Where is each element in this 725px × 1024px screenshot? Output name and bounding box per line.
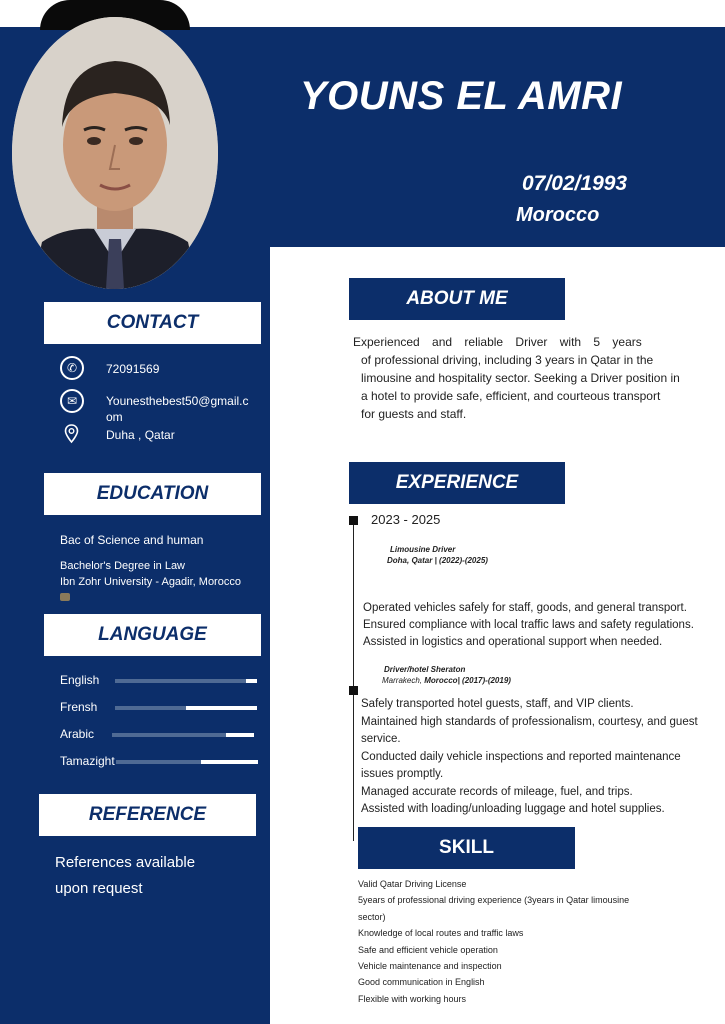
job2-duty-7: Assisted with loading/unloading luggage and hotel supplies. bbox=[361, 803, 665, 815]
language-label: Frensh bbox=[60, 700, 98, 714]
language-level-track bbox=[115, 679, 257, 683]
job2-duties bbox=[361, 696, 698, 819]
job1-title: Limousine Driver bbox=[390, 545, 456, 554]
about-heading: ABOUT ME bbox=[349, 278, 565, 320]
language-label: Arabic bbox=[60, 727, 95, 741]
portrait-illustration bbox=[12, 17, 218, 289]
education-line2: Bachelor's Degree in Law bbox=[60, 560, 186, 572]
job2-duty-2: Maintained high standards of professionalism, courtesy, and guest bbox=[361, 715, 698, 728]
about-line3: limousine and hospitality sector. Seeking a Driver position in bbox=[361, 371, 680, 385]
timeline-line bbox=[353, 521, 354, 841]
contact-email-line2: om bbox=[106, 410, 123, 424]
job2-duty-4: Conducted daily vehicle inspections and reported maintenance bbox=[361, 750, 681, 763]
profile-photo bbox=[12, 17, 218, 289]
date-of-birth: 07/02/1993 bbox=[522, 172, 628, 195]
about-line4: a hotel to provide safe, efficient, and courteous transport bbox=[361, 389, 661, 403]
job2-title: Driver/hotel Sheraton bbox=[384, 665, 466, 674]
skill-item: Knowledge of local routes and traffic laws bbox=[358, 928, 524, 939]
skill-item: Safe and efficient vehicle operation bbox=[358, 944, 498, 955]
country: Morocco bbox=[516, 204, 600, 226]
reference-line2: upon request bbox=[55, 880, 143, 897]
language-label: Tamazight bbox=[60, 754, 115, 768]
job2-duty-1: Safely transported hotel guests, staff, and VIP clients. bbox=[361, 698, 634, 710]
location-icon bbox=[64, 424, 79, 444]
job1-duty-1: Operated vehicles safely for staff, goods, and general transport. bbox=[363, 602, 687, 614]
language-level-fill bbox=[226, 733, 254, 737]
skill-item: Valid Qatar Driving License bbox=[358, 879, 467, 889]
graduation-cap-icon bbox=[60, 593, 70, 601]
phone-icon: ✆ bbox=[60, 356, 84, 380]
contact-location: Duha , Qatar bbox=[106, 428, 175, 442]
contact-phone: 72091569 bbox=[106, 362, 160, 376]
education-line1: Bac of Science and human bbox=[60, 533, 204, 547]
person-name: YOUNS EL AMRI bbox=[300, 74, 623, 118]
experience-heading: EXPERIENCE bbox=[349, 462, 565, 504]
about-text bbox=[353, 333, 703, 423]
language-level-fill bbox=[246, 679, 257, 683]
job1-place: Doha, Qatar | (2022)-(2025) bbox=[387, 556, 488, 565]
reference-text bbox=[55, 850, 195, 902]
timeline-bullet-2 bbox=[349, 686, 358, 695]
reference-heading: REFERENCE bbox=[39, 794, 256, 836]
reference-line1: References available bbox=[55, 854, 196, 871]
job2-place bbox=[382, 676, 511, 685]
about-line1: Experienced and reliable Driver with 5 years bbox=[353, 335, 642, 349]
language-label: English bbox=[60, 673, 100, 687]
job2-place-city: Marrakech, bbox=[382, 676, 425, 685]
language-heading: LANGUAGE bbox=[44, 614, 261, 656]
job2-place-country: Morocco| (2017)-(2019) bbox=[424, 676, 511, 685]
language-level-fill bbox=[201, 760, 258, 764]
experience-period: 2023 - 2025 bbox=[371, 512, 441, 527]
header-band bbox=[270, 27, 725, 247]
job1-duty-2: Ensured compliance with local traffic laws and safety regulations. bbox=[363, 619, 694, 631]
about-line5: for guests and staff. bbox=[361, 407, 467, 421]
education-heading: EDUCATION bbox=[44, 473, 261, 515]
contact-heading: CONTACT bbox=[44, 302, 261, 344]
about-line2: of professional driving, including 3 years in Qatar in the bbox=[361, 353, 654, 367]
contact-email-line1: Younesthebest50@gmail.c bbox=[106, 394, 249, 408]
skill-item: sector) bbox=[358, 911, 386, 922]
job2-duty-6: Managed accurate records of mileage, fuel, and trips. bbox=[361, 785, 633, 798]
skill-item: Flexible with working hours bbox=[358, 993, 467, 1004]
language-level-fill bbox=[186, 706, 257, 710]
job1-duty-3: Assisted in logistics and operational support when needed. bbox=[363, 636, 663, 648]
skill-item: Good communication in English bbox=[358, 977, 485, 988]
skill-heading: SKILL bbox=[358, 827, 575, 869]
job2-duty-5: issues promptly. bbox=[361, 768, 444, 780]
contact-email bbox=[106, 393, 249, 425]
job1-duties bbox=[363, 600, 694, 651]
skill-item: Vehicle maintenance and inspection bbox=[358, 961, 502, 971]
job2-duty-3: service. bbox=[361, 733, 401, 745]
education-line3: Ibn Zohr University - Agadir, Morocco bbox=[60, 576, 241, 588]
timeline-bullet bbox=[349, 516, 358, 525]
skill-item: 5years of professional driving experience (3years in Qatar limousine bbox=[358, 895, 630, 906]
mail-icon: ✉ bbox=[60, 389, 84, 413]
